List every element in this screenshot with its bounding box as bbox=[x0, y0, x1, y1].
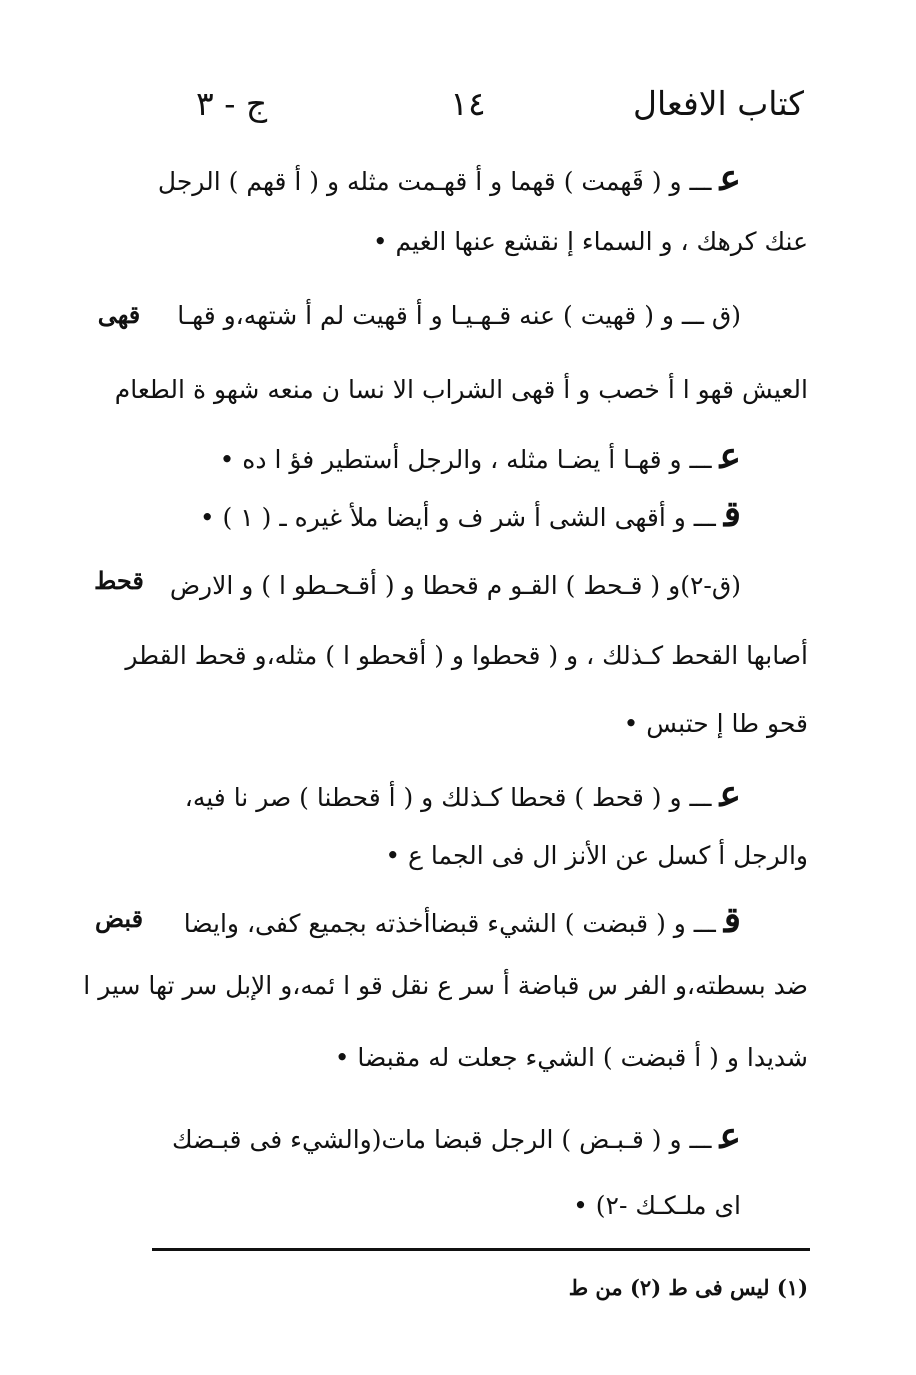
margin-root-word: قحط bbox=[94, 566, 144, 595]
line-text: ـــ و قهـا أ يضـا مثله ، والرجل أستطير فؤ ا ده • bbox=[219, 445, 712, 474]
line-text: والرجل أ كسل عن الأنز ال فى الجما ع • bbox=[385, 841, 808, 870]
text-line-3 bbox=[177, 296, 741, 336]
entry-marker: ع bbox=[719, 773, 741, 815]
text-line-1 bbox=[158, 158, 741, 198]
line-text: قحو طا إ حتبس • bbox=[623, 709, 808, 738]
margin-root-word: قهى bbox=[97, 300, 141, 329]
text-line-6 bbox=[200, 494, 741, 534]
text-line-4 bbox=[115, 370, 808, 410]
entry-marker: ق bbox=[723, 899, 741, 941]
line-text: شديدا و ( أ قبضت ) الشيء جعلت له مقبضا • bbox=[334, 1043, 808, 1072]
text-line-13 bbox=[83, 966, 808, 1006]
line-text: (ق ـــ و ( قهيت ) عنه قـهـيـا و أ قهيت لم أ شتهه،و قهـا bbox=[177, 301, 741, 330]
line-text: ضد بسطته،و الفر س قباضة أ سر ع نقل قو ا ئمه،و الإبل سر تها سير ا bbox=[83, 971, 808, 1000]
text-line-15 bbox=[172, 1116, 741, 1156]
volume-label: ج - ٣ bbox=[196, 84, 268, 123]
book-title: كتاب الافعال bbox=[633, 84, 804, 123]
line-text: اى ملـكـك -٢) • bbox=[573, 1191, 741, 1220]
line-text: عنك كرهك ، و السماء إ نقشع عنها الغيم • bbox=[372, 227, 808, 256]
line-text: العيش قهو ا أ خصب و أ قهى الشراب الا نسا ن منعه شهو ة الطعام bbox=[114, 375, 808, 404]
footnote: (١) ليس فى ط (٢) من ط bbox=[568, 1275, 808, 1300]
text-line-2 bbox=[373, 222, 808, 262]
entry-marker: ع bbox=[719, 157, 741, 199]
text-line-10 bbox=[185, 774, 741, 814]
entry-marker: ق bbox=[723, 493, 741, 535]
entry-marker: ع bbox=[719, 435, 741, 477]
line-text: ـــ و ( قبضت ) الشيء قبضاأخذته بجميع كفى، وايضا bbox=[183, 909, 716, 938]
text-line-14 bbox=[335, 1038, 808, 1078]
entry-marker: ع bbox=[719, 1115, 741, 1157]
margin-root-word: قبض bbox=[94, 904, 144, 933]
line-text: ـــ و ( قـبـض ) الرجل قبضا مات(والشيء فى قبـضك bbox=[171, 1125, 712, 1154]
page-number: ١٤ bbox=[450, 84, 486, 123]
text-line-8 bbox=[125, 636, 808, 676]
line-text: (ق-٢)و ( قـحط ) القـو م قحطا و ( أقـحـطو ا ) و الارض bbox=[169, 571, 741, 600]
text-line-11 bbox=[385, 836, 808, 876]
line-text: ـــ و ( قحط ) قحطا كـذلك و ( أ قحطنا ) صر نا فيه، bbox=[184, 783, 712, 812]
text-line-12 bbox=[184, 900, 741, 940]
text-line-7 bbox=[170, 566, 741, 606]
text-line-16 bbox=[573, 1186, 741, 1226]
footnote-divider bbox=[152, 1248, 810, 1251]
text-line-9 bbox=[624, 704, 808, 744]
line-text: ـــ و أقهى الشى أ شر ف و أيضا ملأ غيره ـ ( ١ ) • bbox=[199, 503, 716, 532]
text-line-5 bbox=[220, 436, 741, 476]
line-text: أصابها القحط كـذلك ، و ( قحطوا و ( أقحطو ا ) مثله،و قحط القطر bbox=[125, 641, 808, 670]
line-text: ـــ و ( قَهمت ) قهما و أ قهـمت مثله و ( أ قهم ) الرجل bbox=[157, 167, 712, 196]
